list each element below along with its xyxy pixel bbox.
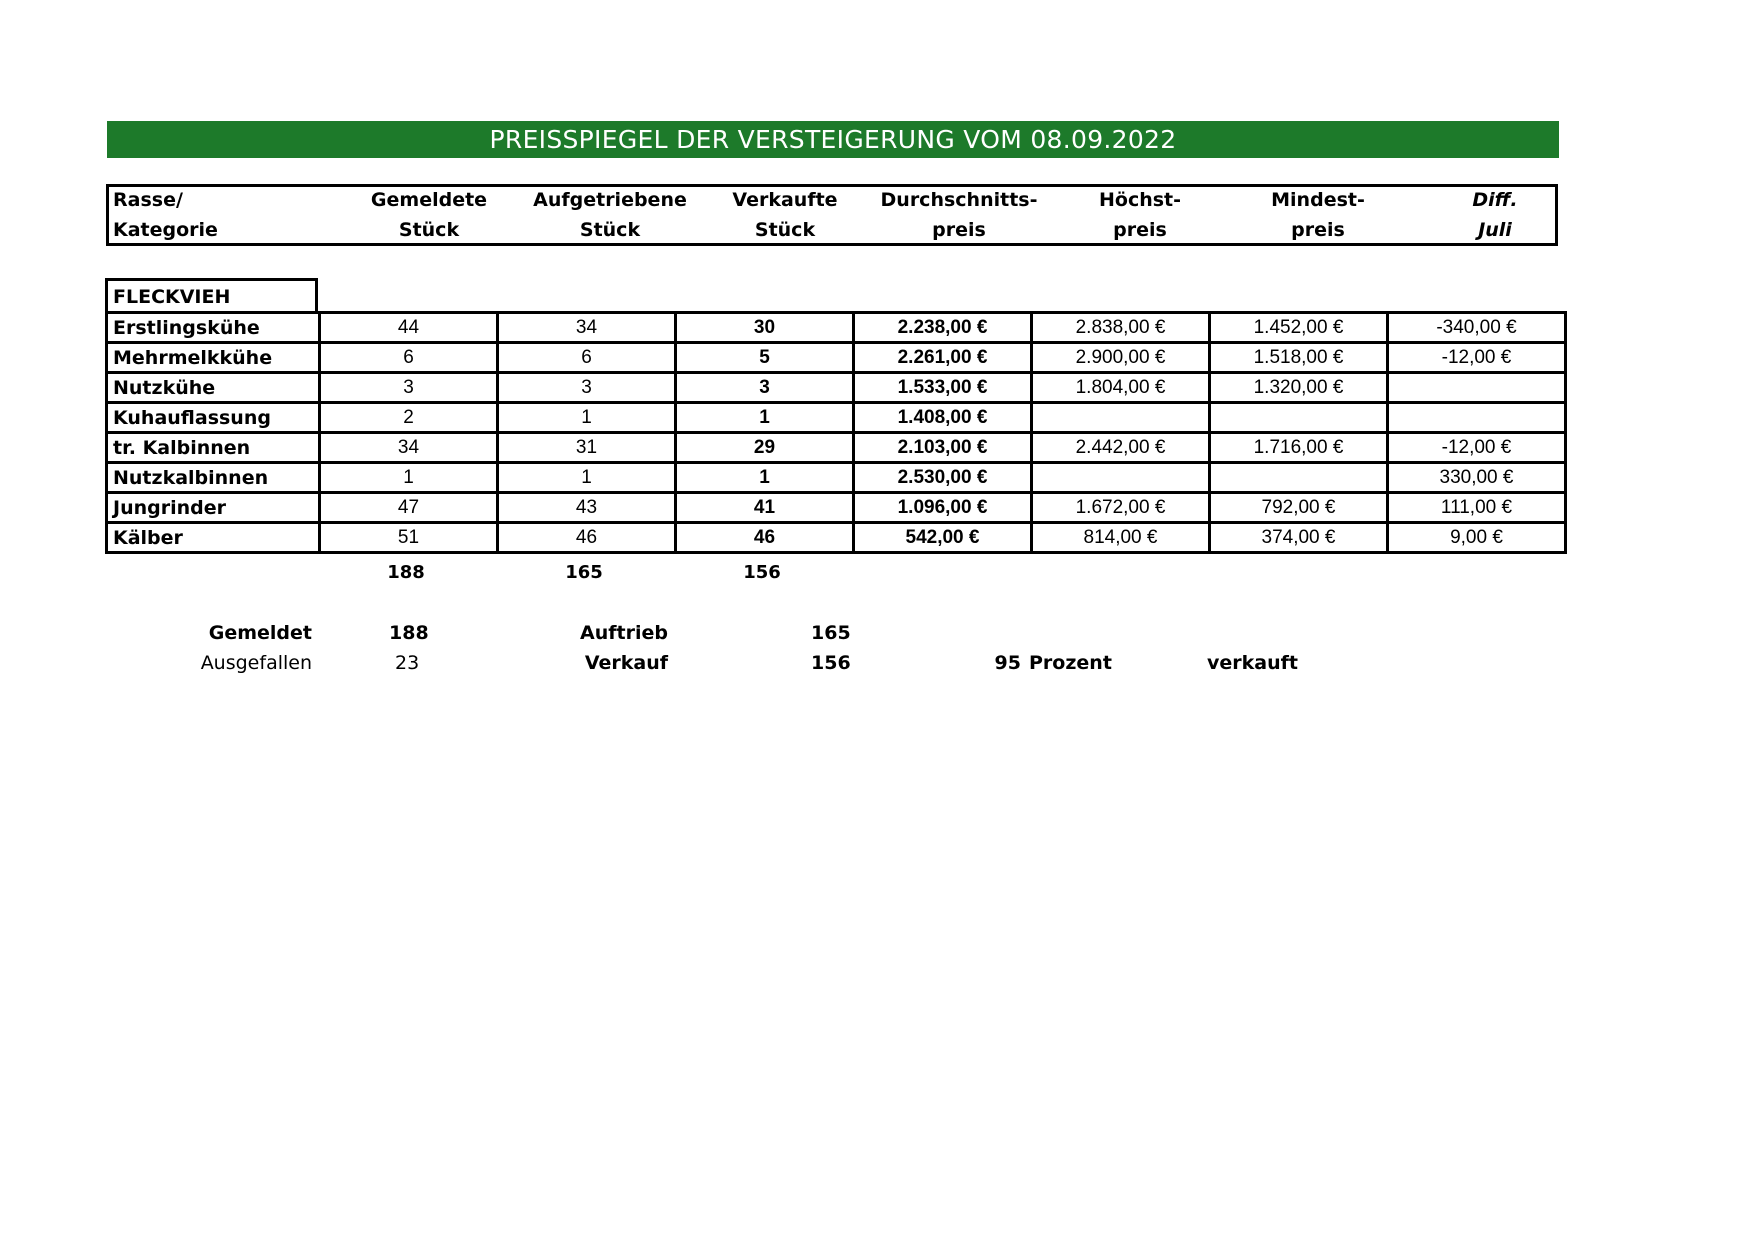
cell-min-price: 792,00 €: [1210, 493, 1388, 523]
cell-min-price: 374,00 €: [1210, 523, 1388, 553]
cell-diff: 9,00 €: [1388, 523, 1566, 553]
cell-sold: 46: [676, 523, 854, 553]
table-row: [107, 463, 1566, 493]
table-row: [107, 433, 1566, 463]
cell-max-price: 2.442,00 €: [1032, 433, 1210, 463]
price-table: [105, 311, 1567, 554]
cell-min-price: [1210, 403, 1388, 433]
header-reported: Gemeldete Stück: [370, 189, 488, 241]
cell-avg-price: 542,00 €: [854, 523, 1032, 553]
row-label: Nutzkühe: [107, 373, 320, 403]
cell-reported: 51: [320, 523, 498, 553]
cell-diff: -12,00 €: [1388, 433, 1566, 463]
table-row: [107, 523, 1566, 553]
cell-driven: 6: [498, 343, 676, 373]
row-label: Jungrinder: [107, 493, 320, 523]
summary-sold-word: verkauft: [1207, 652, 1298, 674]
cell-min-price: 1.452,00 €: [1210, 313, 1388, 343]
cell-sold: 1: [676, 463, 854, 493]
cell-sold: 30: [676, 313, 854, 343]
cell-max-price: 2.838,00 €: [1032, 313, 1210, 343]
summary-auftrieb-value: 165: [811, 622, 851, 644]
cell-driven: 43: [498, 493, 676, 523]
cell-avg-price: 1.096,00 €: [854, 493, 1032, 523]
summary-ausgefallen-value: 23: [395, 652, 420, 674]
cell-sold: 1: [676, 403, 854, 433]
cell-reported: 47: [320, 493, 498, 523]
cell-avg-price: 1.533,00 €: [854, 373, 1032, 403]
cell-diff: 111,00 €: [1388, 493, 1566, 523]
total-reported: 188: [387, 562, 425, 583]
cell-max-price: [1032, 403, 1210, 433]
cell-max-price: 1.804,00 €: [1032, 373, 1210, 403]
header-category: Rasse/ Kategorie: [113, 189, 218, 241]
cell-driven: 3: [498, 373, 676, 403]
cell-sold: 5: [676, 343, 854, 373]
cell-driven: 1: [498, 403, 676, 433]
summary-verkauf-value: 156: [811, 652, 851, 674]
header-max-price: Höchst- preis: [1098, 189, 1182, 241]
cell-min-price: 1.518,00 €: [1210, 343, 1388, 373]
total-sold: 156: [743, 562, 781, 583]
cell-diff: 330,00 €: [1388, 463, 1566, 493]
cell-min-price: 1.320,00 €: [1210, 373, 1388, 403]
cell-driven: 46: [498, 523, 676, 553]
summary-percent-value: 95: [994, 652, 1021, 674]
total-driven: 165: [565, 562, 603, 583]
cell-reported: 34: [320, 433, 498, 463]
row-label: Kuhauflassung: [107, 403, 320, 433]
header-sold: Verkaufte Stück: [732, 189, 838, 241]
cell-min-price: 1.716,00 €: [1210, 433, 1388, 463]
row-label: Erstlingskühe: [107, 313, 320, 343]
cell-avg-price: 2.103,00 €: [854, 433, 1032, 463]
cell-reported: 3: [320, 373, 498, 403]
cell-max-price: 1.672,00 €: [1032, 493, 1210, 523]
cell-driven: 31: [498, 433, 676, 463]
cell-reported: 6: [320, 343, 498, 373]
row-label: Nutzkalbinnen: [107, 463, 320, 493]
cell-driven: 34: [498, 313, 676, 343]
cell-diff: -12,00 €: [1388, 343, 1566, 373]
cell-diff: [1388, 403, 1566, 433]
cell-diff: -340,00 €: [1388, 313, 1566, 343]
cell-sold: 3: [676, 373, 854, 403]
table-row: [107, 373, 1566, 403]
cell-sold: 41: [676, 493, 854, 523]
cell-driven: 1: [498, 463, 676, 493]
cell-max-price: 2.900,00 €: [1032, 343, 1210, 373]
table-row: [107, 343, 1566, 373]
cell-max-price: [1032, 463, 1210, 493]
cell-reported: 44: [320, 313, 498, 343]
table-row: [107, 313, 1566, 343]
cell-reported: 2: [320, 403, 498, 433]
header-driven: Aufgetriebene Stück: [533, 189, 687, 241]
cell-max-price: 814,00 €: [1032, 523, 1210, 553]
table-header: [106, 184, 1558, 246]
cell-avg-price: 2.530,00 €: [854, 463, 1032, 493]
summary-ausgefallen-label: Ausgefallen: [200, 652, 312, 674]
table-row: [107, 493, 1566, 523]
row-label: tr. Kalbinnen: [107, 433, 320, 463]
header-min-price: Mindest- preis: [1271, 189, 1365, 241]
section-label: FLECKVIEH: [105, 278, 318, 312]
header-diff: Diff. Juli: [1472, 189, 1518, 241]
summary-gemeldet-value: 188: [389, 622, 429, 644]
summary-auftrieb-label: Auftrieb: [580, 622, 668, 644]
summary-verkauf-label: Verkauf: [584, 652, 668, 674]
cell-diff: [1388, 373, 1566, 403]
cell-reported: 1: [320, 463, 498, 493]
header-avg-price: Durchschnitts- preis: [880, 189, 1038, 241]
cell-sold: 29: [676, 433, 854, 463]
table-row: [107, 403, 1566, 433]
row-label: Kälber: [107, 523, 320, 553]
cell-avg-price: 1.408,00 €: [854, 403, 1032, 433]
cell-min-price: [1210, 463, 1388, 493]
page-title: PREISSPIEGEL DER VERSTEIGERUNG VOM 08.09.2022: [107, 121, 1559, 158]
row-label: Mehrmelkkühe: [107, 343, 320, 373]
cell-avg-price: 2.261,00 €: [854, 343, 1032, 373]
summary-gemeldet-label: Gemeldet: [208, 622, 312, 644]
summary-percent-label: Prozent: [1029, 652, 1112, 674]
cell-avg-price: 2.238,00 €: [854, 313, 1032, 343]
